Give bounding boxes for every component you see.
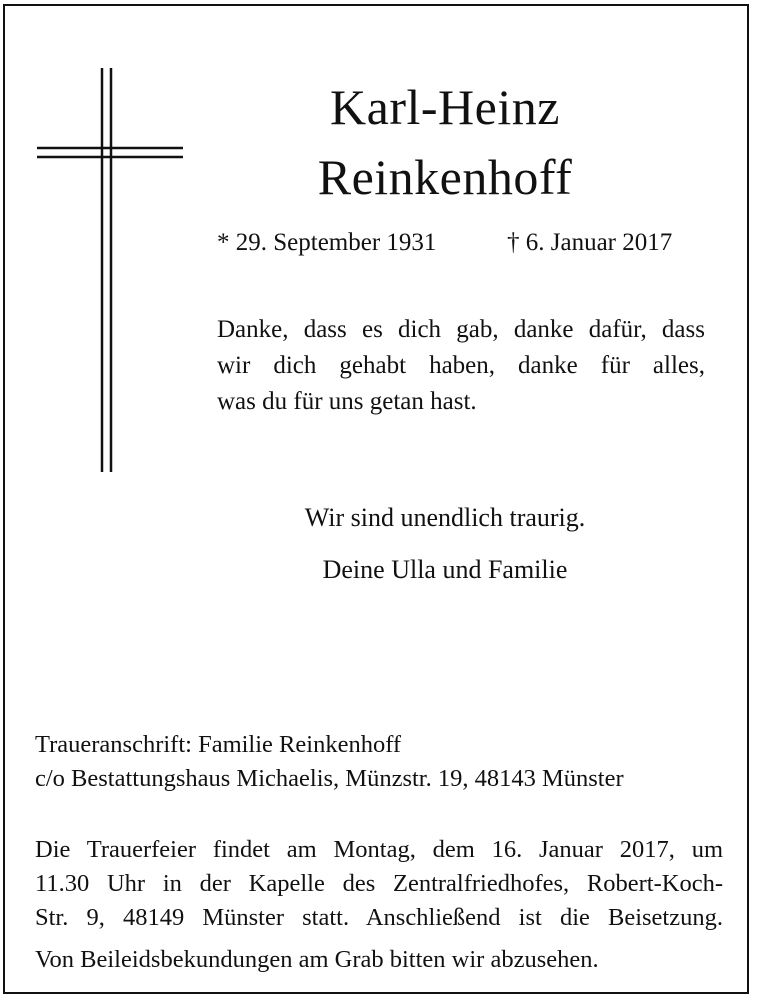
- service-line: Die Trauerfeier findet am Montag, dem 16. Januar 2017, um: [35, 836, 723, 863]
- cross-icon: [35, 66, 185, 476]
- mourning-line: Wir sind unendlich traurig.: [304, 503, 586, 532]
- birth-date: * 29. September 1931: [217, 229, 437, 256]
- address-line: Traueranschrift: Familie Reinkenhoff: [35, 731, 402, 758]
- deceased-first-name: Karl-Heinz: [330, 79, 560, 135]
- condolence-note: Von Beileidsbekundungen am Grab bitten wir abzusehen.: [35, 946, 599, 973]
- death-date: † 6. Januar 2017: [507, 229, 673, 256]
- service-line: Str. 9, 48149 Münster statt. Anschließend ist die Beisetzung.: [35, 904, 723, 931]
- obituary-notice: [3, 4, 749, 994]
- quote-line: Danke, dass es dich gab, danke dafür, dass: [217, 316, 705, 343]
- address-line: c/o Bestattungshaus Michaelis, Münzstr. 19, 48143 Münster: [35, 765, 624, 792]
- quote-line: wir dich gehabt haben, danke für alles,: [217, 352, 705, 379]
- signature-line: Deine Ulla und Familie: [322, 555, 568, 584]
- quote-line: was du für uns getan hast.: [217, 388, 477, 415]
- deceased-last-name: Reinkenhoff: [317, 149, 573, 205]
- service-line: 11.30 Uhr in der Kapelle des Zentralfriedhofes, Robert-Koch-: [35, 870, 723, 897]
